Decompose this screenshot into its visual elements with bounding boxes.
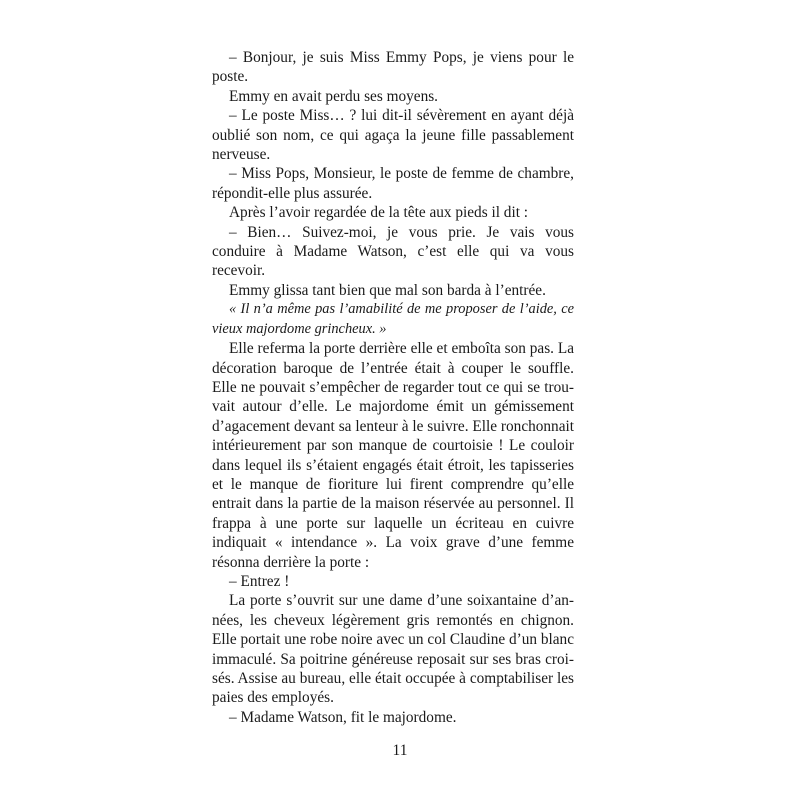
paragraph: – Bien… Suivez-moi, je vous prie. Je vais vous conduire à Madame Watson, c’est elle qui va vous recevoir. — [212, 223, 574, 280]
paragraph: Emmy glissa tant bien que mal son barda à l’entrée. — [229, 281, 546, 299]
paragraph: La porte s’ouvrit sur une dame d’une soixantaine d’années, les cheveux légèrement gris remontés en chignon. Elle portait une robe noire avec un col Claudine d’un blanc immaculé. Sa poitrine généreuse reposait sur ses bras croisés. Assise au bureau, elle était occupée à comptabiliser les paies des employés. — [212, 592, 574, 707]
page-number: 11 — [392, 742, 408, 759]
italic-thought: « Il n’a même pas l’amabilité de me proposer de l’aide, ce vieux majordome grincheux. » — [212, 301, 574, 337]
paragraph: – Bonjour, je suis Miss Emmy Pops, je viens pour le poste. — [212, 49, 574, 86]
paragraph: – Entrez ! — [229, 572, 290, 590]
paragraph: – Miss Pops, Monsieur, le poste de femme de chambre, répondit-elle plus assurée. — [212, 165, 574, 202]
page-body — [212, 48, 574, 727]
paragraph: Elle referma la porte derrière elle et emboîta son pas. La décoration baroque de l’entrée était à couper le souffle. Elle ne pouvait s’empêcher de regarder tout ce qui se trouvait autour d’elle. Le majordome émit un gémissement d’agacement devant sa lenteur à le suivre. Elle ronchonnait intérieurement par son manque de courtoisie ! Le couloir dans lequel ils s’étaient engagés était étroit, les tapisseries et le manque de fioriture lui firent comprendre qu’elle entrait dans la partie de la maison réservée au personnel. Il frappa à une porte sur laquelle un écriteau en cuivre indiquait « intendance ». La voix grave d’une femme résonna derrière la porte : — [212, 340, 574, 571]
paragraph: Emmy en avait perdu ses moyens. — [229, 87, 439, 105]
paragraph: Après l’avoir regardée de la tête aux pieds il dit : — [229, 204, 529, 222]
paragraph: – Le poste Miss… ? lui dit-il sévèrement en ayant déjà oublié son nom, ce qui agaça la jeune fille passablement nerveuse. — [212, 107, 574, 164]
paragraph: – Madame Watson, fit le majordome. — [229, 708, 457, 726]
